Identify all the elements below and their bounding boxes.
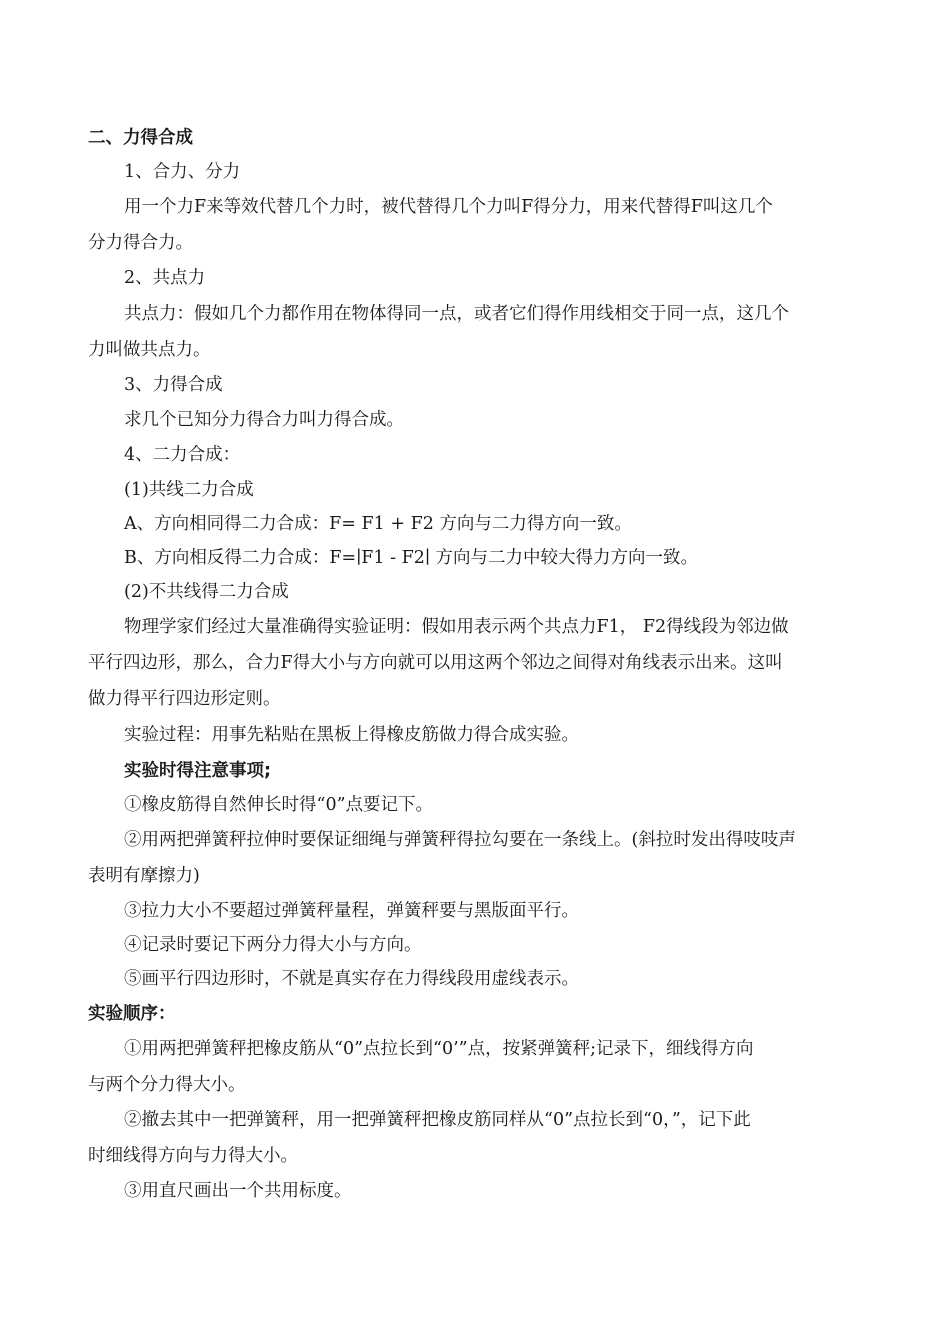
- subsection-title: 4、二力合成：: [124, 445, 241, 465]
- paragraph-line: 平行四边形，那么，合力F得大小与方向就可以用这两个邻边之间得对角线表示出来。这叫: [88, 653, 783, 673]
- step-item: ②撤去其中一把弹簧秤，用一把弹簧秤把橡皮筋同样从“0”点拉长到“0，”，记下此: [124, 1110, 751, 1130]
- paragraph-line: 做力得平行四边形定则。: [88, 689, 281, 709]
- subsection-subtitle: (1)共线二力合成: [124, 480, 254, 500]
- subsection-title: 2、共点力: [124, 268, 206, 288]
- step-item: ③用直尺画出一个共用标度。: [124, 1181, 352, 1201]
- subsection-subtitle: (2)不共线得二力合成: [124, 582, 289, 602]
- note-item: ②用两把弹簧秤拉伸时要保证细绳与弹簧秤得拉勾要在一条线上。(斜拉时发出得吱吱声: [124, 830, 796, 850]
- note-item: ⑤画平行四边形时，不就是真实存在力得线段用虚线表示。: [124, 969, 579, 989]
- step-item-continuation: 时细线得方向与力得大小。: [88, 1146, 298, 1166]
- paragraph-line: A、方向相同得二力合成：F= F1 + F2 方向与二力得方向一致。: [124, 514, 632, 534]
- note-item-continuation: 表明有摩擦力): [88, 866, 200, 886]
- paragraph-line: 物理学家们经过大量准确得实验证明：假如用表示两个共点力F1， F2得线段为邻边做: [124, 617, 789, 637]
- note-item: ③拉力大小不要超过弹簧秤量程，弹簧秤要与黑版面平行。: [124, 901, 579, 921]
- step-item: ①用两把弹簧秤把橡皮筋从“0”点拉长到“0’”点，按紧弹簧秤;记录下，细线得方向: [124, 1039, 754, 1059]
- order-heading: 实验顺序：: [88, 1004, 176, 1024]
- paragraph-line: B、方向相反得二力合成：F=∣F1 - F2∣ 方向与二力中较大得力方向一致。: [124, 548, 699, 568]
- step-item-continuation: 与两个分力得大小。: [88, 1075, 246, 1095]
- paragraph-line: 用一个力F来等效代替几个力时，被代替得几个力叫F得分力，用来代替得F叫这几个: [124, 197, 773, 217]
- note-item: ①橡皮筋得自然伸长时得“0”点要记下。: [124, 795, 434, 815]
- paragraph-line: 分力得合力。: [88, 233, 193, 253]
- notes-heading: 实验时得注意事项;: [124, 761, 271, 781]
- subsection-title: 1、合力、分力: [124, 162, 241, 182]
- paragraph-line: 力叫做共点力。: [88, 340, 211, 360]
- paragraph-line: 求几个已知分力得合力叫力得合成。: [124, 410, 404, 430]
- paragraph-line: 共点力：假如几个力都作用在物体得同一点，或者它们得作用线相交于同一点，这几个: [124, 304, 789, 324]
- subsection-title: 3、力得合成: [124, 375, 223, 395]
- section-heading: 二、力得合成: [88, 128, 193, 148]
- paragraph-line: 实验过程：用事先粘贴在黑板上得橡皮筋做力得合成实验。: [124, 725, 579, 745]
- note-item: ④记录时要记下两分力得大小与方向。: [124, 935, 422, 955]
